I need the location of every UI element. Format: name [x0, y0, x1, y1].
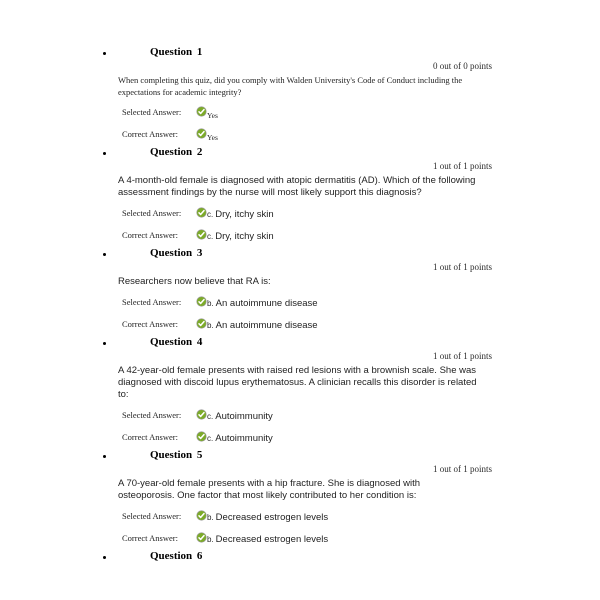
selected-answer-label: Selected Answer:: [122, 107, 182, 117]
answer-letter: c.: [207, 434, 214, 443]
question-block-5: [90, 449, 492, 546]
question-heading: Question 2: [150, 146, 203, 158]
check-circle-icon: [196, 207, 207, 218]
selected-answer-label: Selected Answer:: [122, 208, 182, 218]
check-circle-icon: [196, 128, 207, 139]
check-circle-icon: [196, 318, 207, 329]
check-circle-icon: [196, 409, 207, 420]
answer-text: An autoimmune disease: [215, 297, 318, 309]
check-circle-icon: [196, 229, 207, 240]
question-text: Researchers now believe that RA is:: [118, 276, 271, 287]
selected-answer-row: [122, 207, 492, 221]
question-heading: Question 1: [150, 46, 203, 58]
question-points: 0 out of 0 points: [432, 61, 492, 71]
answer-letter: c.: [207, 412, 214, 421]
question-text: When completing this quiz, did you comply with Walden University's Code of Conduct including the expectations for academic integrity?: [118, 75, 463, 97]
correct-answer-label: Correct Answer:: [122, 533, 178, 543]
correct-answer-row: [122, 431, 492, 445]
check-circle-icon: [196, 532, 207, 543]
question-block-3: [90, 247, 492, 332]
selected-answer-row: [122, 409, 492, 423]
question-text: A 4-month-old female is diagnosed with atopic dermatitis (AD). Which of the following assessment findings by the nurse will most likely support this diagnosis?: [118, 175, 476, 198]
check-circle-icon: [196, 431, 207, 442]
question-points: 1 out of 1 points: [432, 464, 492, 474]
selected-answer-label: Selected Answer:: [122, 511, 182, 521]
selected-answer-row: [122, 296, 492, 310]
question-points: 1 out of 1 points: [432, 161, 492, 171]
question-heading: Question 5: [150, 449, 203, 461]
question-block-1: [90, 46, 492, 142]
check-circle-icon: [196, 510, 207, 521]
correct-answer-row: [122, 318, 492, 332]
question-points: 1 out of 1 points: [432, 262, 492, 272]
answer-letter: c.: [207, 232, 214, 241]
answer-text: Autoimmunity: [215, 432, 273, 444]
list-bullet: [103, 455, 106, 458]
answer-text: Dry, itchy skin: [215, 230, 274, 242]
question-heading: Question 3: [150, 247, 203, 259]
question-text: A 70-year-old female presents with a hip fracture. She is diagnosed with osteoporosis. One factor that most likely contributed to her condition is:: [118, 478, 421, 501]
correct-answer-row: [122, 229, 492, 243]
quiz-review-content: [90, 46, 492, 567]
check-circle-icon: [196, 296, 207, 307]
answer-letter: b.: [207, 299, 214, 308]
answer-text: Yes: [207, 133, 218, 142]
question-text: A 42-year-old female presents with raised red lesions with a brownish scale. She was diagnosed with discoid lupus erythematosus. A clinician recalls this disorder is related to:: [118, 365, 477, 400]
answer-text: Dry, itchy skin: [215, 208, 274, 220]
question-heading: Question 4: [150, 336, 203, 348]
selected-answer-label: Selected Answer:: [122, 297, 182, 307]
correct-answer-label: Correct Answer:: [122, 129, 178, 139]
list-bullet: [103, 52, 106, 55]
correct-answer-label: Correct Answer:: [122, 230, 178, 240]
question-block-2: [90, 146, 492, 243]
answer-text: Yes: [207, 111, 218, 120]
answer-text: Decreased estrogen levels: [215, 511, 329, 523]
answer-letter: b.: [207, 513, 214, 522]
correct-answer-row: [122, 128, 492, 142]
selected-answer-row: [122, 106, 492, 120]
answer-letter: b.: [207, 321, 214, 330]
answer-letter: b.: [207, 535, 214, 544]
question-block-6: [90, 550, 492, 563]
selected-answer-row: [122, 510, 492, 524]
answer-text: Autoimmunity: [215, 410, 273, 422]
correct-answer-label: Correct Answer:: [122, 432, 178, 442]
answer-letter: c.: [207, 210, 214, 219]
list-bullet: [103, 253, 106, 256]
answer-text: An autoimmune disease: [215, 319, 318, 331]
question-points: 1 out of 1 points: [432, 351, 492, 361]
question-block-4: [90, 336, 492, 445]
answer-text: Decreased estrogen levels: [215, 533, 329, 545]
selected-answer-label: Selected Answer:: [122, 410, 182, 420]
correct-answer-row: [122, 532, 492, 546]
correct-answer-label: Correct Answer:: [122, 319, 178, 329]
question-heading: Question 6: [150, 550, 203, 562]
list-bullet: [103, 342, 106, 345]
check-circle-icon: [196, 106, 207, 117]
list-bullet: [103, 152, 106, 155]
list-bullet: [103, 556, 106, 559]
